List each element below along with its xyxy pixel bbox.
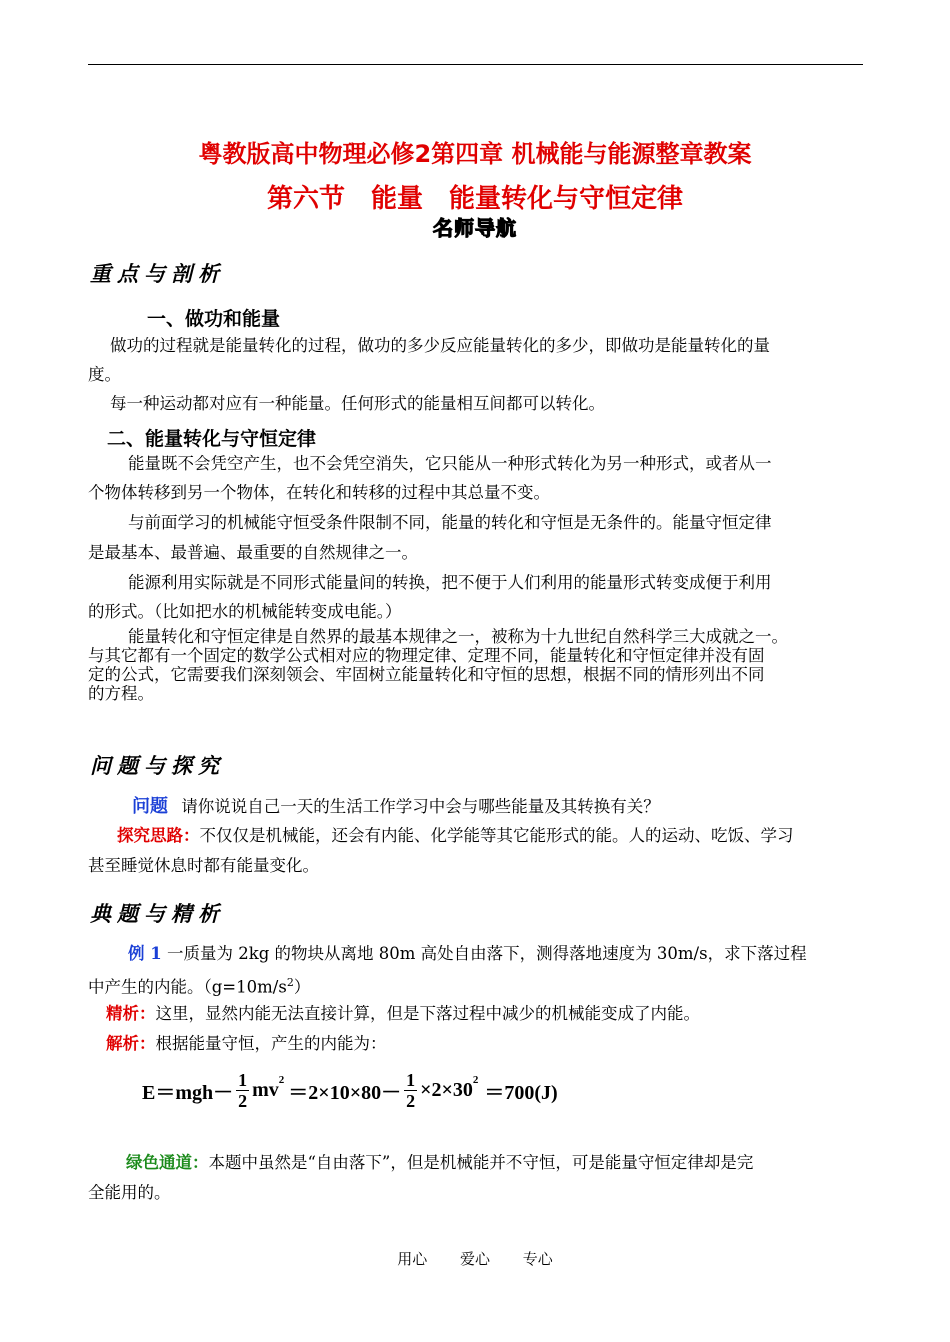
superscript: 2: [472, 1074, 479, 1086]
example-line: [88, 975, 310, 996]
fraction-half: [404, 1070, 417, 1111]
paragraph-line: 能量转化和守恒定律是自然界的最基本规律之一，被称为十九世纪自然科学三大成就之一。: [128, 627, 788, 646]
paragraph-line: 的方程。: [88, 684, 154, 703]
paragraph-line: 能源利用实际就是不同形式能量间的转换，把不便于人们利用的能量形式转变成便于利用: [128, 573, 772, 592]
fraction-numerator: 1: [238, 1069, 248, 1090]
energy-formula: [142, 1062, 558, 1118]
analysis-line: [106, 1006, 700, 1022]
formula-part: mv: [252, 1078, 279, 1101]
solution-line: [106, 1036, 387, 1052]
superscript: 2: [286, 976, 294, 989]
fraction-denominator: 2: [238, 1090, 248, 1111]
subheading-conservation: 二、能量转化与守恒定律: [107, 428, 317, 450]
paragraph-line: 个物体转移到另一个物体，在转化和转移的过程中其总量不变。: [88, 483, 550, 502]
example-text: 中产生的内能。（g=10m/s: [88, 977, 287, 997]
example-text: 一质量为 2kg 的物块从离地 80m 高处自由落下，测得落地速度为 30m/s，求下落过程: [166, 944, 807, 963]
paragraph-line: 甚至睡觉休息时都有能量变化。: [88, 856, 319, 875]
solution-text: 根据能量守恒，产生的内能为：: [155, 1034, 387, 1053]
formula-part: E＝mgh－: [142, 1081, 234, 1104]
question-text: 请你说说自己一天的生活工作学习中会与哪些能量及其转换有关？: [181, 797, 660, 816]
guide-tag: 名师导航: [433, 216, 517, 240]
answer-text: 不仅仅是机械能，还会有内能、化学能等其它能形式的能。人的运动、吃饭、学习: [199, 826, 794, 845]
solution-label: 解析：: [106, 1034, 156, 1053]
paragraph-line: 度。: [88, 365, 121, 384]
paragraph-line: 定的公式，它需要我们深刻领会、牢固树立能量转化和守恒的思想，根据不同的情形列出不同: [88, 665, 765, 684]
paragraph-line: 能量既不会凭空产生，也不会凭空消失，它只能从一种形式转化为另一种形式，或者从一: [128, 454, 772, 473]
answer-label: 探究思路：: [117, 826, 200, 845]
document-title: 粤教版高中物理必修2第四章 机械能与能源整章教案: [198, 140, 752, 168]
paragraph-line: 与其它都有一个固定的数学公式相对应的物理定律、定理不同，能量转化和守恒定律并没有固: [88, 646, 765, 665]
paragraph-line: 与前面学习的机械能守恒受条件限制不同，能量的转化和守恒是无条件的。能量守恒定律: [128, 513, 772, 532]
paragraph-line: 全能用的。: [88, 1183, 171, 1202]
analysis-label: 精析：: [106, 1004, 156, 1023]
green-channel-label: 绿色通道：: [126, 1153, 209, 1172]
example-line: [128, 946, 807, 962]
question-line: [132, 796, 660, 817]
formula-part: ×2×30: [420, 1078, 473, 1101]
example-label: 例 1: [128, 944, 162, 963]
paragraph-line: 是最基本、最普遍、最重要的自然规律之一。: [88, 543, 418, 562]
paragraph-line: 每一种运动都对应有一种能量。任何形式的能量相互间都可以转化。: [110, 394, 605, 413]
green-channel-text: 本题中虽然是“自由落下”，但是机械能并不守恒，可是能量守恒定律却是完: [208, 1153, 754, 1172]
paragraph-line: 做功的过程就是能量转化的过程，做功的多少反应能量转化的多少，即做功是能量转化的量: [110, 336, 770, 355]
green-channel-line: [126, 1155, 753, 1171]
analysis-text: 这里，显然内能无法直接计算，但是下落过程中减少的机械能变成了内能。: [155, 1004, 700, 1023]
formula-part: ＝700(J): [484, 1081, 558, 1104]
paragraph-line: 的形式。（比如把水的机械能转变成电能。）: [88, 602, 402, 621]
fraction-numerator: 1: [406, 1069, 416, 1090]
formula-part: ＝2×10×80－: [288, 1081, 402, 1104]
header-rule: [88, 64, 863, 65]
page-footer: 用心 爱心 专心: [397, 1250, 553, 1268]
fraction-half: [236, 1070, 249, 1111]
section-title: 第六节 能量 能量转化与守恒定律: [266, 184, 683, 214]
fraction-denominator: 2: [406, 1090, 416, 1111]
heading-examples: 典题与精析: [90, 901, 225, 926]
answer-line: [117, 828, 794, 844]
example-text: ）: [293, 977, 311, 997]
heading-questions: 问题与探究: [90, 753, 225, 778]
subheading-work-energy: 一、做功和能量: [147, 308, 281, 330]
superscript: 2: [278, 1074, 285, 1086]
heading-key-points: 重点与剖析: [90, 261, 225, 286]
question-label: 问题: [132, 796, 168, 817]
